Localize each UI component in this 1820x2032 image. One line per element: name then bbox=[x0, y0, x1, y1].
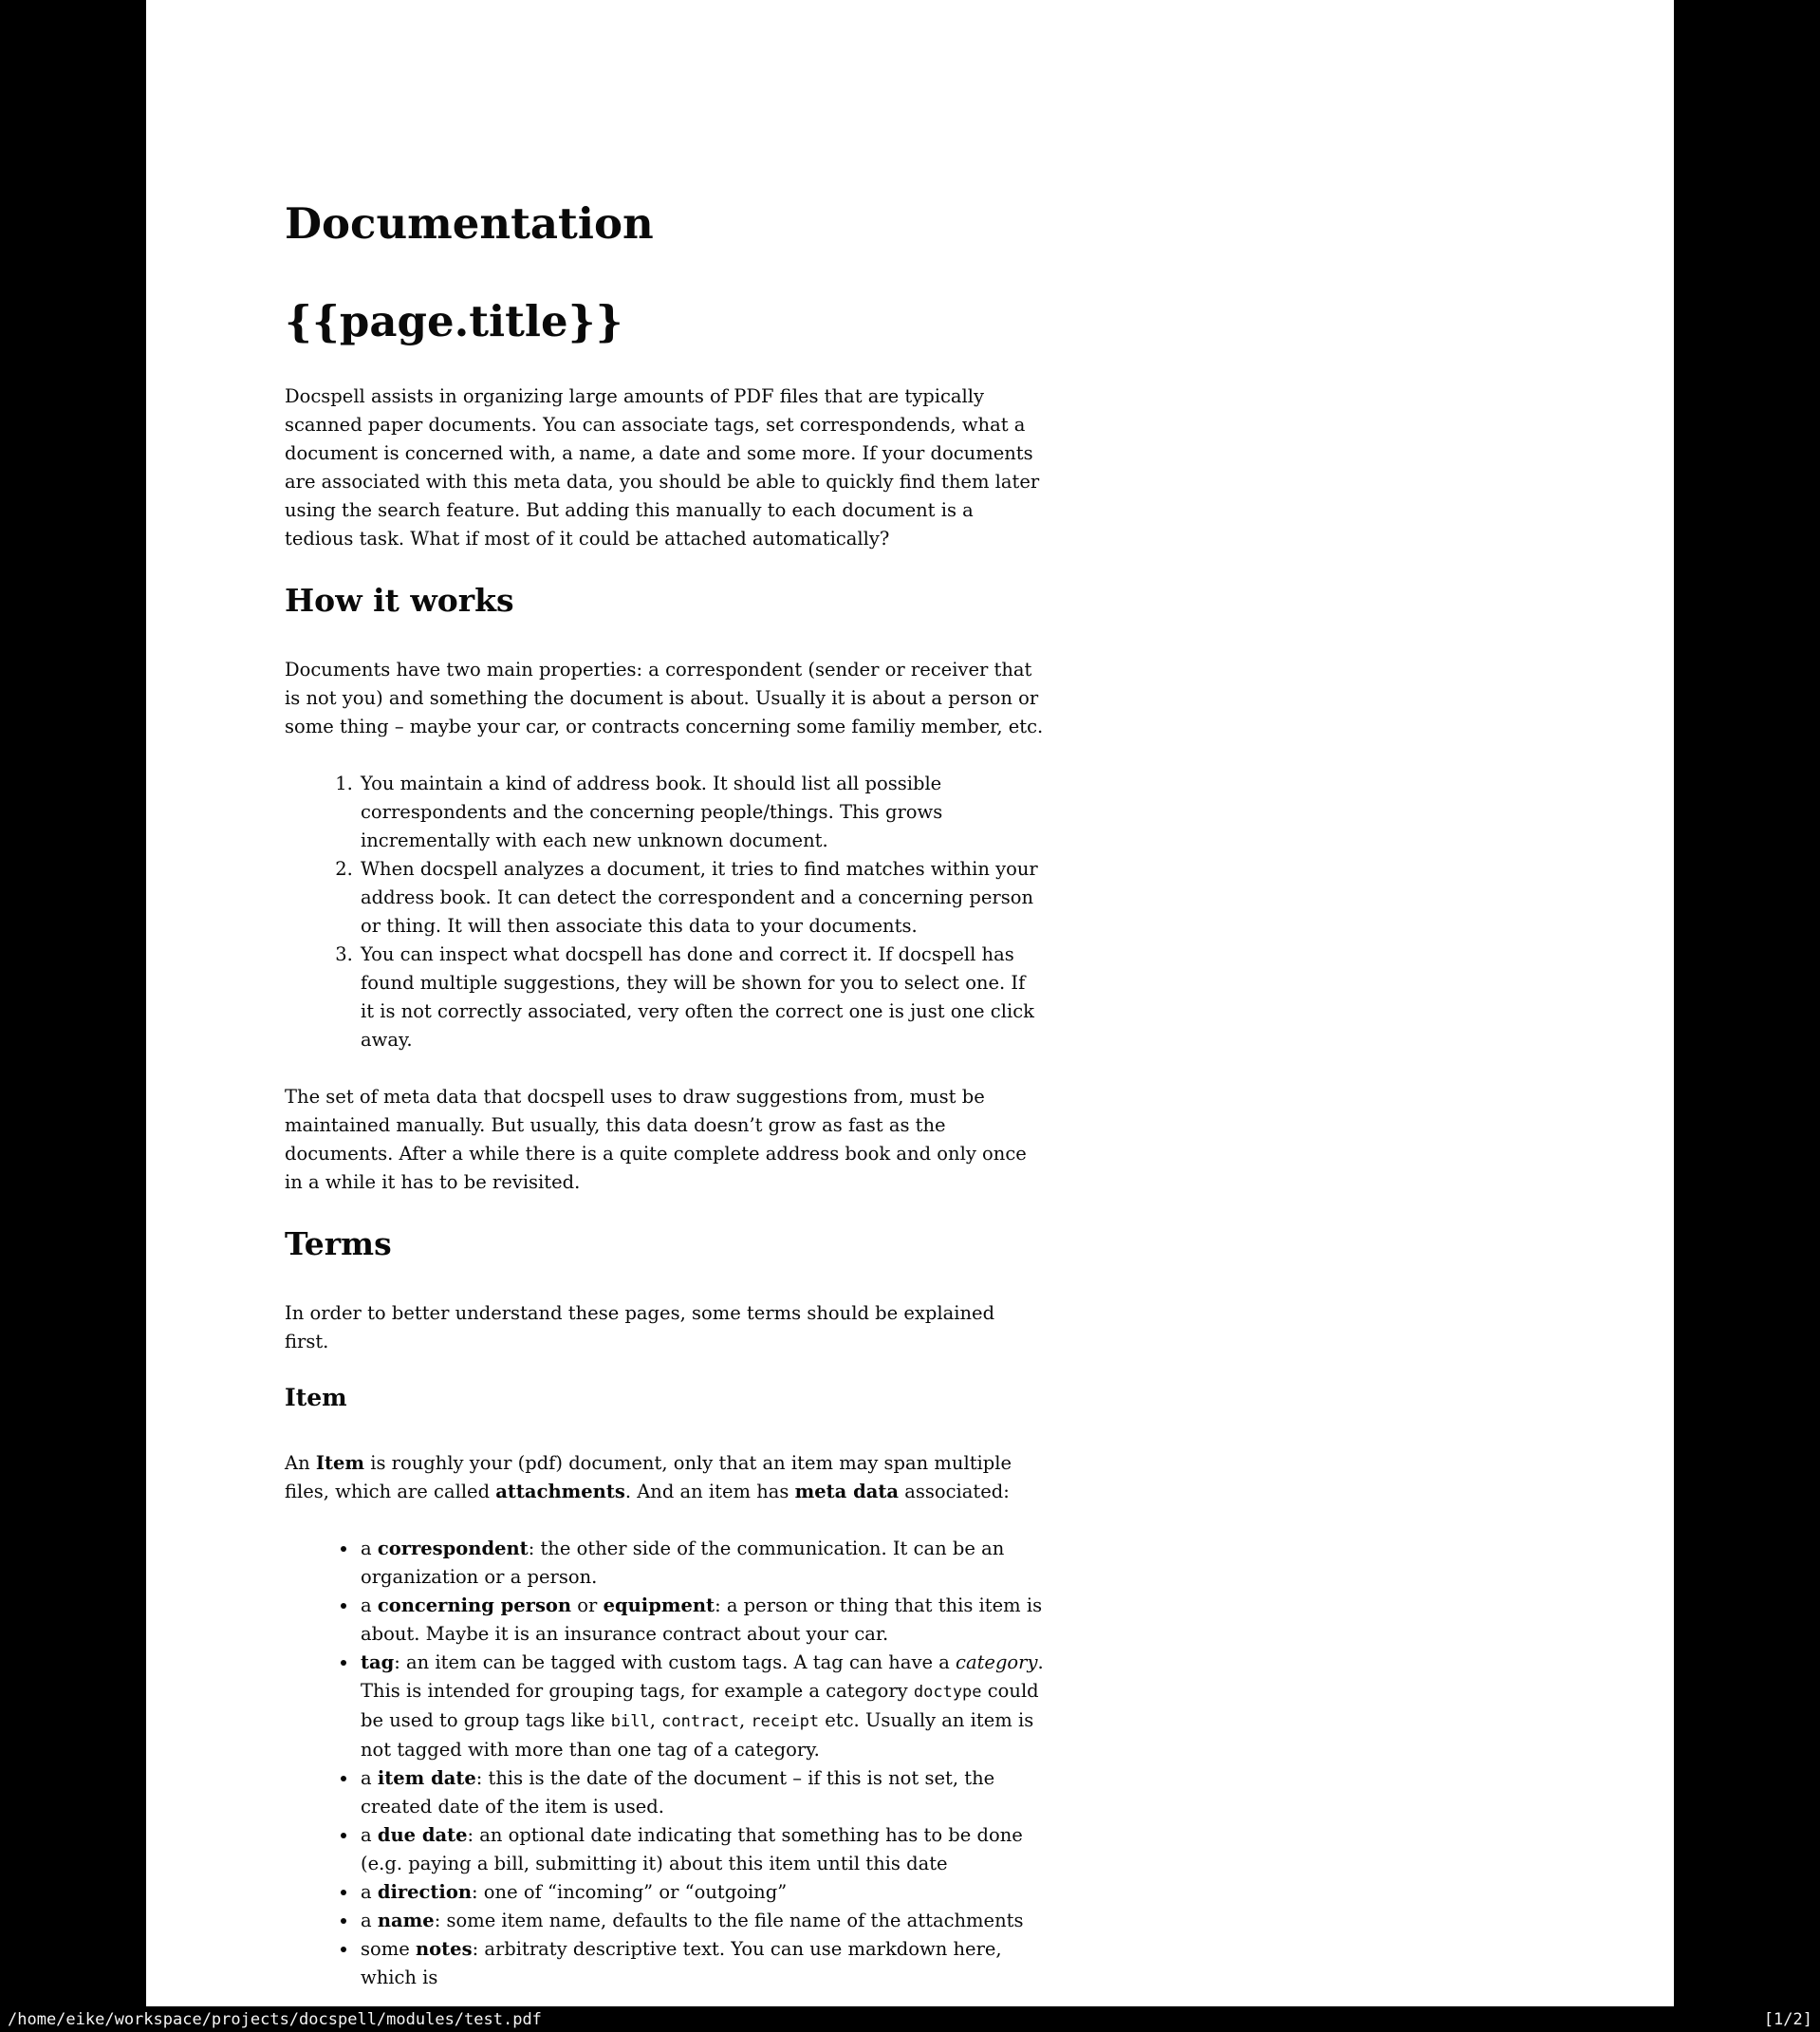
terms-paragraph: In order to better understand these pages, some terms should be explained first. bbox=[285, 1302, 995, 1353]
inline-code: bill bbox=[610, 1711, 650, 1731]
inline-text: : a person or thing that this item is about. Maybe it is an insurance contract about your car. bbox=[361, 1594, 1043, 1645]
inline-code: contract bbox=[661, 1711, 739, 1731]
inline-text: a bbox=[361, 1537, 378, 1559]
status-bar bbox=[0, 2006, 1820, 2032]
heading-terms: Terms bbox=[285, 1224, 392, 1262]
meta-data-list-item bbox=[359, 1535, 1044, 1592]
inline-text: , bbox=[649, 1708, 662, 1731]
inline-text: is roughly your (pdf) document, only that an item may span multiple files, which are called bbox=[285, 1451, 1012, 1502]
heading-item: Item bbox=[285, 1384, 347, 1412]
item-description-paragraph bbox=[285, 1449, 1044, 1506]
file-path: /home/eike/workspace/projects/docspell/modules/test.pdf bbox=[8, 2009, 542, 2029]
inline-emphasis: correspondent bbox=[377, 1537, 529, 1559]
how-it-works-paragraph: Documents have two main properties: a correspondent (sender or receiver that is not you) and something the document is about. Usually it is about a person or some thing – maybe your car, or contracts concerning some familiy member, etc. bbox=[285, 658, 1044, 737]
inline-emphasis: attachments bbox=[495, 1480, 625, 1502]
inline-text: could be used to group tags like bbox=[361, 1679, 1039, 1731]
meta-data-list-item bbox=[359, 1935, 1044, 1992]
inline-emphasis: tag bbox=[361, 1650, 395, 1673]
inline-text: . This is intended for grouping tags, for example a category bbox=[361, 1650, 1044, 1702]
doc-heading-page-title: {{page.title}} bbox=[285, 296, 623, 347]
meta-data-list-item bbox=[359, 1764, 1044, 1821]
inline-text: , bbox=[739, 1708, 752, 1731]
inline-code: receipt bbox=[751, 1711, 820, 1731]
inline-emphasis: meta data bbox=[794, 1480, 900, 1502]
inline-emphasis: notes bbox=[415, 1937, 473, 1960]
inline-text: a bbox=[361, 1766, 378, 1789]
meta-data-list-item bbox=[359, 1821, 1044, 1878]
inline-text: : this is the date of the document – if this is not set, the created date of the item is used. bbox=[361, 1766, 995, 1818]
meta-data-list bbox=[285, 1535, 1044, 1992]
inline-text: An bbox=[285, 1451, 316, 1474]
steps-list-item: 1. You maintain a kind of address book. It should list all possible correspondents and the concerning people/things. This grows incrementally with each new unknown document. bbox=[359, 770, 1044, 855]
inline-emphasis: category bbox=[956, 1650, 1038, 1673]
inline-text: : an item can be tagged with custom tags. A tag can have a bbox=[394, 1650, 956, 1673]
page-indicator: [1/2] bbox=[1763, 2009, 1812, 2029]
inline-text: etc. Usually an item is not tagged with more than one tag of a category. bbox=[361, 1708, 1034, 1761]
intro-paragraph: Docspell assists in organizing large amounts of PDF files that are typically scanned paper documents. You can associate tags, set correspondends, what a document is concerned with, a name, a date and some more. If your documents are associated with this meta data, you should be able to quickly find them later using the search feature. But adding this manually to each document is a tedious task. What if most of it could be attached automatically? bbox=[285, 384, 1040, 550]
inline-text: some bbox=[361, 1937, 416, 1960]
steps-list bbox=[285, 770, 1044, 1054]
inline-text: : arbitraty descriptive text. You can use markdown here, which is bbox=[361, 1937, 1002, 1988]
inline-text: a bbox=[361, 1909, 378, 1931]
inline-emphasis: concerning person bbox=[377, 1594, 572, 1616]
how-it-works-outro-paragraph: The set of meta data that docspell uses to draw suggestions from, must be maintained manually. But usually, this data doesn’t grow as fast as the documents. After a while there is a quite complete address book and only once in a while it has to be revisited. bbox=[285, 1085, 1027, 1193]
inline-emphasis: direction bbox=[377, 1880, 473, 1903]
document-content bbox=[285, 0, 1044, 1992]
inline-text: : some item name, defaults to the file name of the attachments bbox=[434, 1909, 1024, 1931]
inline-code: doctype bbox=[913, 1682, 982, 1702]
inline-text: associated: bbox=[899, 1480, 1010, 1502]
meta-data-list-item bbox=[359, 1649, 1044, 1764]
meta-data-list-item bbox=[359, 1907, 1044, 1935]
inline-text: : an optional date indicating that something has to be done (e.g. paying a bill, submitting it) about this item until this date bbox=[361, 1823, 1023, 1874]
inline-emphasis: Item bbox=[315, 1451, 365, 1474]
inline-emphasis: equipment bbox=[603, 1594, 715, 1616]
pdf-page[interactable] bbox=[146, 0, 1674, 2006]
inline-text: : the other side of the communication. It can be an organization or a person. bbox=[361, 1537, 1005, 1588]
steps-list-item: 3. You can inspect what docspell has done and correct it. If docspell has found multiple suggestions, they will be shown for you to select one. If it is not correctly associated, very often the correct one is just one click away. bbox=[359, 941, 1044, 1054]
inline-text: : one of “incoming” or “outgoing” bbox=[472, 1880, 788, 1903]
steps-list-item: 2. When docspell analyzes a document, it tries to find matches within your address book. It can detect the correspondent and a concerning person or thing. It will then associate this data to your documents. bbox=[359, 855, 1044, 941]
inline-text: a bbox=[361, 1880, 378, 1903]
inline-text: . And an item has bbox=[624, 1480, 795, 1502]
inline-emphasis: item date bbox=[377, 1766, 476, 1789]
doc-heading-documentation: Documentation bbox=[285, 198, 654, 249]
inline-text: a bbox=[361, 1594, 378, 1616]
meta-data-list-item bbox=[359, 1878, 1044, 1907]
inline-text: a bbox=[361, 1823, 378, 1846]
inline-emphasis: name bbox=[377, 1909, 435, 1931]
inline-text: or bbox=[571, 1594, 604, 1616]
meta-data-list-item bbox=[359, 1592, 1044, 1649]
heading-how-it-works: How it works bbox=[285, 581, 514, 619]
inline-emphasis: due date bbox=[377, 1823, 468, 1846]
